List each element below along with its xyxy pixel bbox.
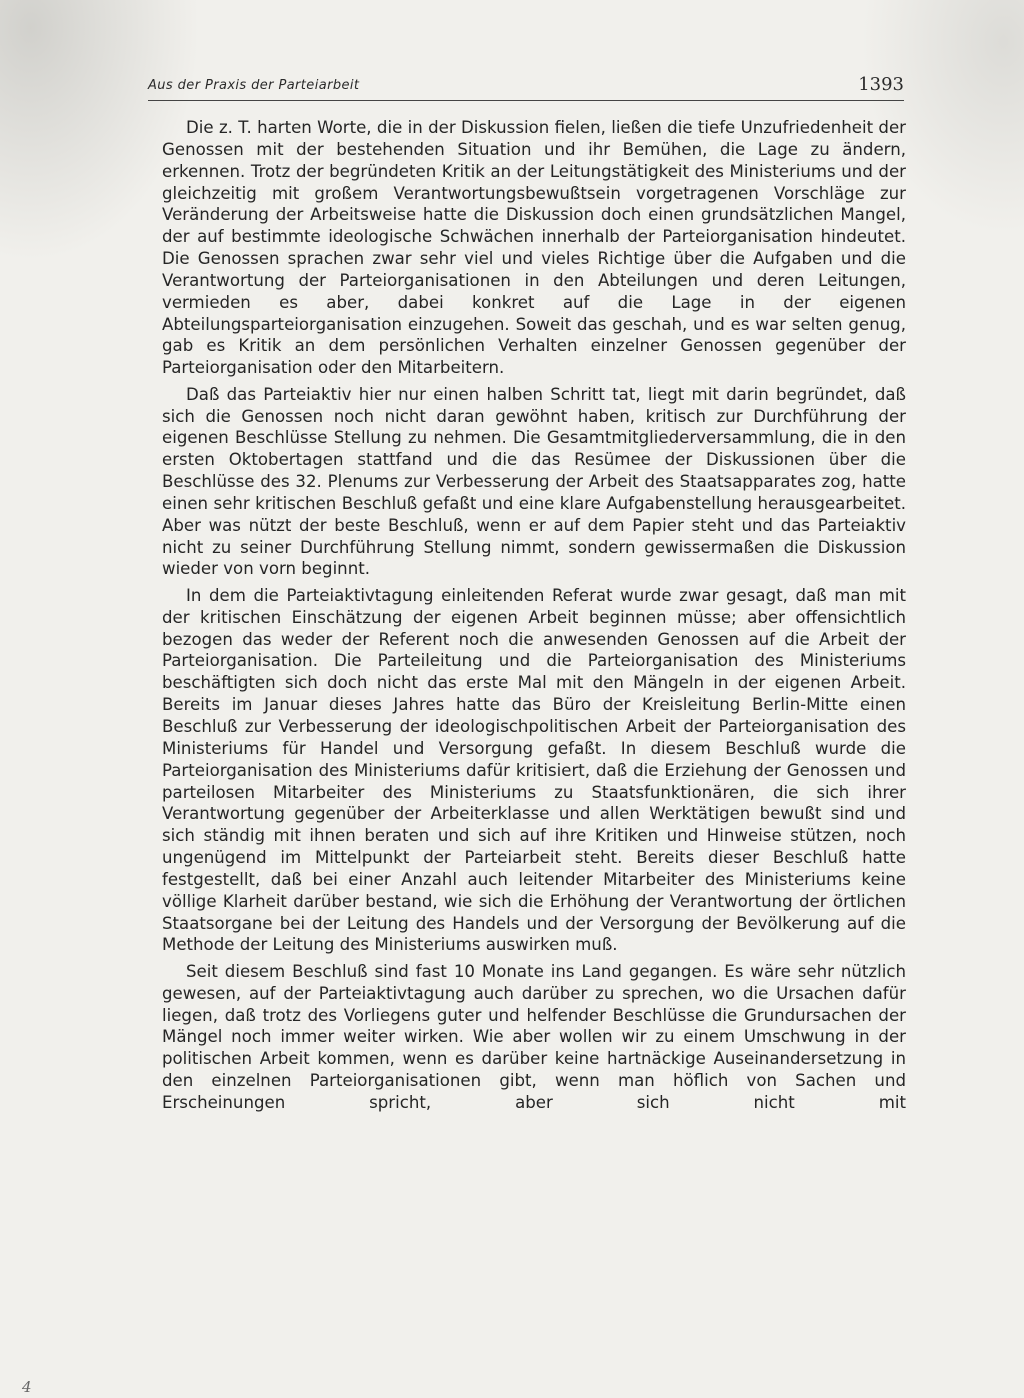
corner-mark: 4 [22,1378,32,1396]
page-header [148,74,904,100]
header-rule [148,100,904,101]
paragraph-2: Daß das Parteiaktiv hier nur einen halben Schritt tat, liegt mit darin begründet, daß sich die Genossen noch nicht daran gewöhnt haben, kritisch zur Durchführung der eigenen Beschlüsse Stellung zu nehmen. Die Gesamtmitgliederversammlung, die in den ersten Oktobertagen stattfand und die das Resümee der Diskussionen über die Beschlüsse des 32. Plenums zur Verbesserung der Arbeit des Staatsapparates zog, hatte einen sehr kritischen Beschluß gefaßt und eine klare Aufgabenstellung herausgearbeitet. Aber was nützt der beste Beschluß, wenn er auf dem Papier steht und das Parteiaktiv nicht zu seiner Durchführung Stellung nimmt, sondern gewissermaßen die Diskussion wieder von vorn beginnt. [162,384,906,579]
paragraph-4: Seit diesem Beschluß sind fast 10 Monate ins Land gegangen. Es wäre sehr nützlich gewesen, auf der Parteiaktivtagung auch darüber zu sprechen, wo die Ursachen dafür liegen, daß trotz des Vorliegens guter und helfender Beschlüsse die Grundursachen der Mängel noch immer weiter wirken. Wie aber wollen wir zu einem Umschwung in der politischen Arbeit kommen, wenn es darüber keine hartnäckige Auseinandersetzung in den einzelnen Parteiorganisationen gibt, wenn man höflich von Sachen und Erscheinungen spricht, aber sich nicht mit [162,961,906,1112]
page-number: 1393 [858,74,904,95]
running-title: Aus der Praxis der Parteiarbeit [148,78,360,93]
paragraph-1: Die z. T. harten Worte, die in der Diskussion fielen, ließen die tiefe Unzufriedenheit der Genossen mit der bestehenden Situation und ihr Bemühen, die Lage zu ändern, erkennen. Trotz der begründeten Kritik an der Leitungstätigkeit des Ministeriums und der gleichzeitig mit großem Verantwortungsbewußtsein vorgetragenen Vorschläge zur Veränderung der Arbeitsweise hatte die Diskussion doch einen grundsätzlichen Mangel, der auf bestimmte ideologische Schwächen innerhalb der Parteiorganisation hindeutet. Die Genossen sprachen zwar sehr viel und vieles Richtige über die Aufgaben und die Verantwortung der Parteiorganisationen in den Abteilungen und deren Leitungen, vermieden es aber, dabei konkret auf die Lage in der eigenen Abteilungsparteiorganisation einzugehen. Soweit das geschah, und es war selten genug, gab es Kritik an dem persönlichen Verhalten einzelner Genossen gegenüber der Parteiorganisation oder den Mitarbeitern. [162,118,906,378]
article-body [162,117,906,1114]
paragraph-3: In dem die Parteiaktivtagung einleitenden Referat wurde zwar gesagt, daß man mit der kritischen Einschätzung der eigenen Arbeit beginnen müsse; aber offensichtlich bezogen das weder der Referent noch die anwesenden Genossen auf die Arbeit der Parteiorganisation. Die Parteileitung und die Parteiorganisation des Ministeriums beschäftigten sich doch nicht das erste Mal mit den Mängeln in der eigenen Arbeit. Bereits im Januar dieses Jahres hatte das Büro der Kreisleitung Berlin-Mitte einen Beschluß zur Verbesserung der ideologischpolitischen Arbeit der Parteiorganisation des Ministeriums für Handel und Versorgung gefaßt. In diesem Beschluß wurde die Parteiorganisation des Ministeriums dafür kritisiert, daß die Erziehung der Genossen und parteilosen Mitarbeiter des Ministeriums zu Staatsfunktionären, die sich ihrer Verantwortung gegenüber der Arbeiterklasse und allen Werktätigen bewußt sind und sich ständig mit ihnen beraten und sich auf ihre Kritiken und Hinweise stützen, noch ungenügend im Mittelpunkt der Parteiarbeit steht. Bereits dieser Beschluß hatte festgestellt, daß bei einer Anzahl auch leitender Mitarbeiter des Ministeriums keine völlige Klarheit darüber bestand, wie sich die Erhöhung der Verantwortung der örtlichen Staatsorgane bei der Leitung des Handels und der Versorgung der Bevölkerung auf die Methode der Leitung des Ministeriums auswirken muß. [162,585,906,955]
